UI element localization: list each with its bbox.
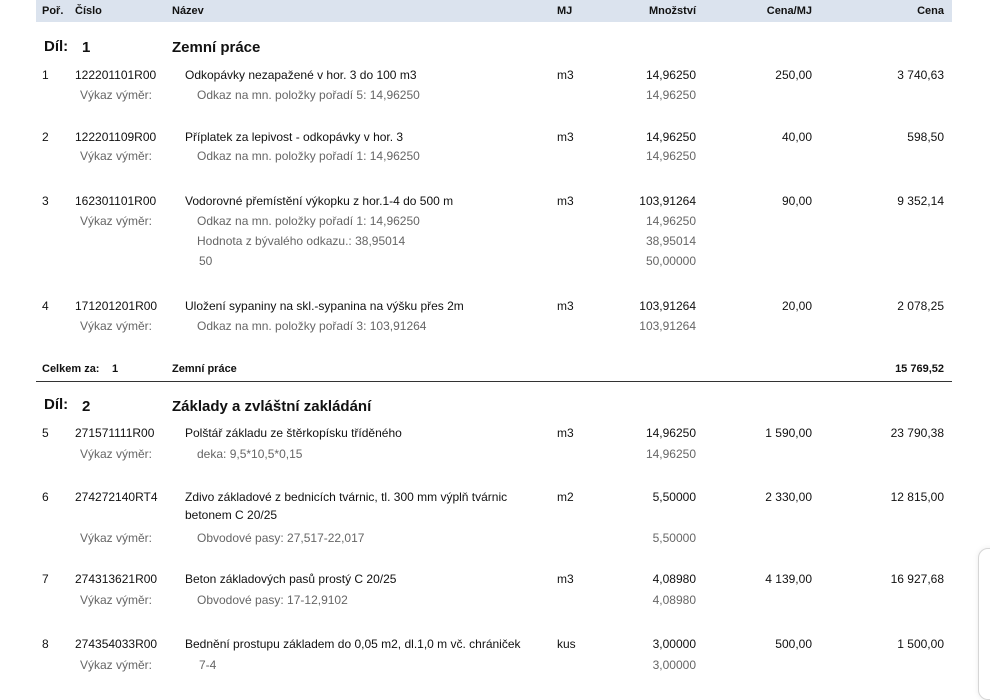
col-header-por: Poř. <box>42 5 64 17</box>
row-cena-mj: 2 330,00 <box>765 490 812 504</box>
row-cislo: 171201201R00 <box>75 299 158 313</box>
vykaz-value: 50,00000 <box>645 254 696 268</box>
row-por: 8 <box>42 637 49 651</box>
vykaz-label: Výkaz výměr: <box>80 88 153 102</box>
row-cena-mj: 4 139,00 <box>765 572 812 586</box>
vykaz-label: Výkaz výměr: <box>80 447 153 461</box>
col-header-cena-mj: Cena/MJ <box>766 5 812 17</box>
vykaz-value: 3,00000 <box>652 658 696 672</box>
row-nazev: Odkopávky nezapažené v hor. 3 do 100 m3 <box>185 68 417 82</box>
row-mj: m3 <box>557 426 574 440</box>
row-nazev: Zdivo základové z bednicích tvárnic, tl. 300 mm výplň tvárnic <box>185 490 508 504</box>
row-por: 3 <box>42 194 49 208</box>
vykaz-label: Výkaz výměr: <box>80 658 153 672</box>
row-cislo: 122201101R00 <box>75 68 157 82</box>
total-label: Celkem za: <box>42 363 100 375</box>
section-title: Základy a zvláštní zakládání <box>172 398 372 415</box>
row-por: 5 <box>42 426 49 440</box>
row-por: 1 <box>42 68 49 82</box>
row-cislo: 271571111R00 <box>75 426 155 440</box>
row-nazev: Bednění prostupu základem do 0,05 m2, dl.1,0 m vč. chrániček <box>185 637 521 651</box>
row-cena: 16 927,68 <box>890 572 944 586</box>
row-cena: 23 790,38 <box>890 426 944 440</box>
vykaz-value: 5,50000 <box>652 531 696 545</box>
section-divider <box>36 381 952 382</box>
row-cislo: 162301101R00 <box>75 194 157 208</box>
vykaz-label: Výkaz výměr: <box>80 593 153 607</box>
section-number: 1 <box>82 39 91 56</box>
vykaz-value: 14,96250 <box>645 149 696 163</box>
row-cena: 1 500,00 <box>897 637 944 651</box>
row-nazev-line2: betonem C 20/25 <box>185 508 278 522</box>
row-mj: m3 <box>557 572 574 586</box>
col-header-cena: Cena <box>917 5 944 17</box>
vykaz-text: 7-4 <box>199 658 217 672</box>
row-por: 7 <box>42 572 49 586</box>
row-mnozstvi: 4,08980 <box>652 572 696 586</box>
row-mnozstvi: 103,91264 <box>639 194 696 208</box>
row-nazev: Příplatek za lepivost - odkopávky v hor. 3 <box>185 130 404 144</box>
col-header-cislo: Číslo <box>75 5 102 17</box>
row-cena-mj: 500,00 <box>775 637 812 651</box>
vykaz-label: Výkaz výměr: <box>80 214 153 228</box>
row-cislo: 274272140RT4 <box>75 490 158 504</box>
row-mj: m3 <box>557 194 574 208</box>
row-cena: 598,50 <box>907 130 944 144</box>
row-mnozstvi: 14,96250 <box>645 130 696 144</box>
row-mnozstvi: 103,91264 <box>639 299 696 313</box>
vykaz-text: deka: 9,5*10,5*0,15 <box>197 447 303 461</box>
row-cislo: 274354033R00 <box>75 637 158 651</box>
col-header-nazev: Název <box>172 5 204 17</box>
row-mj: m3 <box>557 130 574 144</box>
row-mnozstvi: 5,50000 <box>652 490 696 504</box>
row-cena-mj: 90,00 <box>781 194 812 208</box>
row-por: 2 <box>42 130 49 144</box>
section-label: Díl: <box>44 396 69 413</box>
row-cislo: 122201109R00 <box>75 130 157 144</box>
side-panel-edge[interactable] <box>978 548 990 700</box>
col-header-mnozstvi: Množství <box>648 5 696 17</box>
vykaz-value: 4,08980 <box>652 593 696 607</box>
vykaz-label: Výkaz výměr: <box>80 319 153 333</box>
vykaz-value: 14,96250 <box>645 447 696 461</box>
row-por: 4 <box>42 299 49 313</box>
row-cena-mj: 40,00 <box>781 130 812 144</box>
section-number: 2 <box>82 398 91 415</box>
row-mnozstvi: 3,00000 <box>652 637 696 651</box>
vykaz-text: Hodnota z bývalého odkazu.: 38,95014 <box>197 234 406 248</box>
row-cena: 9 352,14 <box>897 194 944 208</box>
row-mj: m3 <box>557 68 574 82</box>
vykaz-value: 103,91264 <box>639 319 696 333</box>
row-nazev: Beton základových pasů prostý C 20/25 <box>185 572 397 586</box>
row-mnozstvi: 14,96250 <box>645 426 696 440</box>
vykaz-value: 14,96250 <box>645 88 696 102</box>
col-header-mj: MJ <box>557 5 573 17</box>
total-title: Zemní práce <box>172 363 237 375</box>
section-title: Zemní práce <box>172 39 261 56</box>
vykaz-text: Obvodové pasy: 17-12,9102 <box>197 593 348 607</box>
section-label: Díl: <box>44 38 69 55</box>
row-nazev: Polštář základu ze štěrkopísku tříděného <box>185 426 402 440</box>
row-mj: m3 <box>557 299 574 313</box>
vykaz-text: Odkaz na mn. položky pořadí 5: 14,96250 <box>197 88 420 102</box>
row-por: 6 <box>42 490 49 504</box>
vykaz-text: Obvodové pasy: 27,517-22,017 <box>197 531 365 545</box>
row-cena-mj: 20,00 <box>781 299 812 313</box>
row-cena: 12 815,00 <box>890 490 944 504</box>
row-nazev: Uložení sypaniny na skl.-sypanina na výšku přes 2m <box>185 299 464 313</box>
row-mj: kus <box>557 637 576 651</box>
vykaz-label: Výkaz výměr: <box>80 531 153 545</box>
row-cena: 3 740,63 <box>897 68 944 82</box>
row-mj: m2 <box>557 490 574 504</box>
total-number: 1 <box>112 363 119 375</box>
vykaz-value: 38,95014 <box>645 234 696 248</box>
row-nazev: Vodorovné přemístění výkopku z hor.1-4 do 500 m <box>185 194 454 208</box>
row-cena: 2 078,25 <box>897 299 944 313</box>
row-cena-mj: 250,00 <box>775 68 812 82</box>
vykaz-value: 14,96250 <box>645 214 696 228</box>
vykaz-text: Odkaz na mn. položky pořadí 3: 103,91264 <box>197 319 427 333</box>
row-cislo: 274313621R00 <box>75 572 158 586</box>
vykaz-text: Odkaz na mn. položky pořadí 1: 14,96250 <box>197 149 420 163</box>
vykaz-text: 50 <box>199 254 213 268</box>
total-value: 15 769,52 <box>895 363 944 375</box>
row-mnozstvi: 14,96250 <box>645 68 696 82</box>
vykaz-label: Výkaz výměr: <box>80 149 153 163</box>
row-cena-mj: 1 590,00 <box>765 426 812 440</box>
vykaz-text: Odkaz na mn. položky pořadí 1: 14,96250 <box>197 214 420 228</box>
